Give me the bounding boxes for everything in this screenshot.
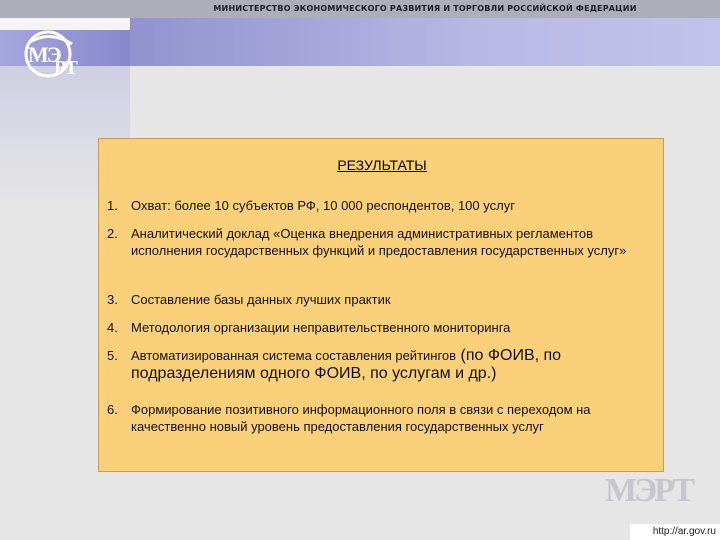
item-text: Составление базы данных лучших практик [131, 292, 391, 307]
list-item [107, 225, 647, 259]
item-number: 4. [107, 320, 118, 335]
results-card [98, 138, 664, 472]
item-text: Аналитический доклад «Оценка внедрения административных регламентов исполнения государственных функций и предоставления государственных услуг» [131, 226, 627, 258]
item-number: 1. [107, 198, 118, 213]
svg-text:МЭ: МЭ [28, 42, 60, 67]
ministry-logo [20, 28, 84, 80]
item-text: Формирование позитивного информационного поля в связи с переходом на качественно новый уровень предоставления государственных услуг [131, 402, 591, 434]
header-band-blue [130, 18, 720, 66]
list-item [107, 197, 647, 214]
site-url[interactable]: http://ar.gov.ru [630, 524, 720, 540]
brand-watermark: МЭРТ [605, 472, 693, 509]
item-text: Методология организации неправительственного мониторинга [131, 320, 511, 335]
item-number: 6. [107, 402, 118, 417]
item-text-large: (по ФОИВ, по подразделениям одного ФОИВ, по услугам и др.) [131, 347, 562, 382]
item-text: Охват: более 10 субъектов РФ, 10 000 респондентов, 100 услуг [131, 198, 515, 213]
item-number: 2. [107, 226, 118, 241]
item-number: 5. [107, 348, 118, 363]
list-item [107, 401, 647, 435]
item-text-small: Автоматизированная система составления рейтингов [131, 348, 457, 363]
card-title: РЕЗУЛЬТАТЫ [337, 157, 427, 173]
ministry-title: МИНИСТЕРСТВО ЭКОНОМИЧЕСКОГО РАЗВИТИЯ И ТОРГОВЛИ РОССИЙСКОЙ ФЕДЕРАЦИИ [213, 4, 637, 13]
list-item [107, 347, 647, 383]
item-text [131, 347, 647, 383]
item-number: 3. [107, 292, 118, 307]
list-item [107, 291, 647, 308]
svg-text:РТ: РТ [54, 57, 76, 79]
list-item [107, 319, 647, 336]
